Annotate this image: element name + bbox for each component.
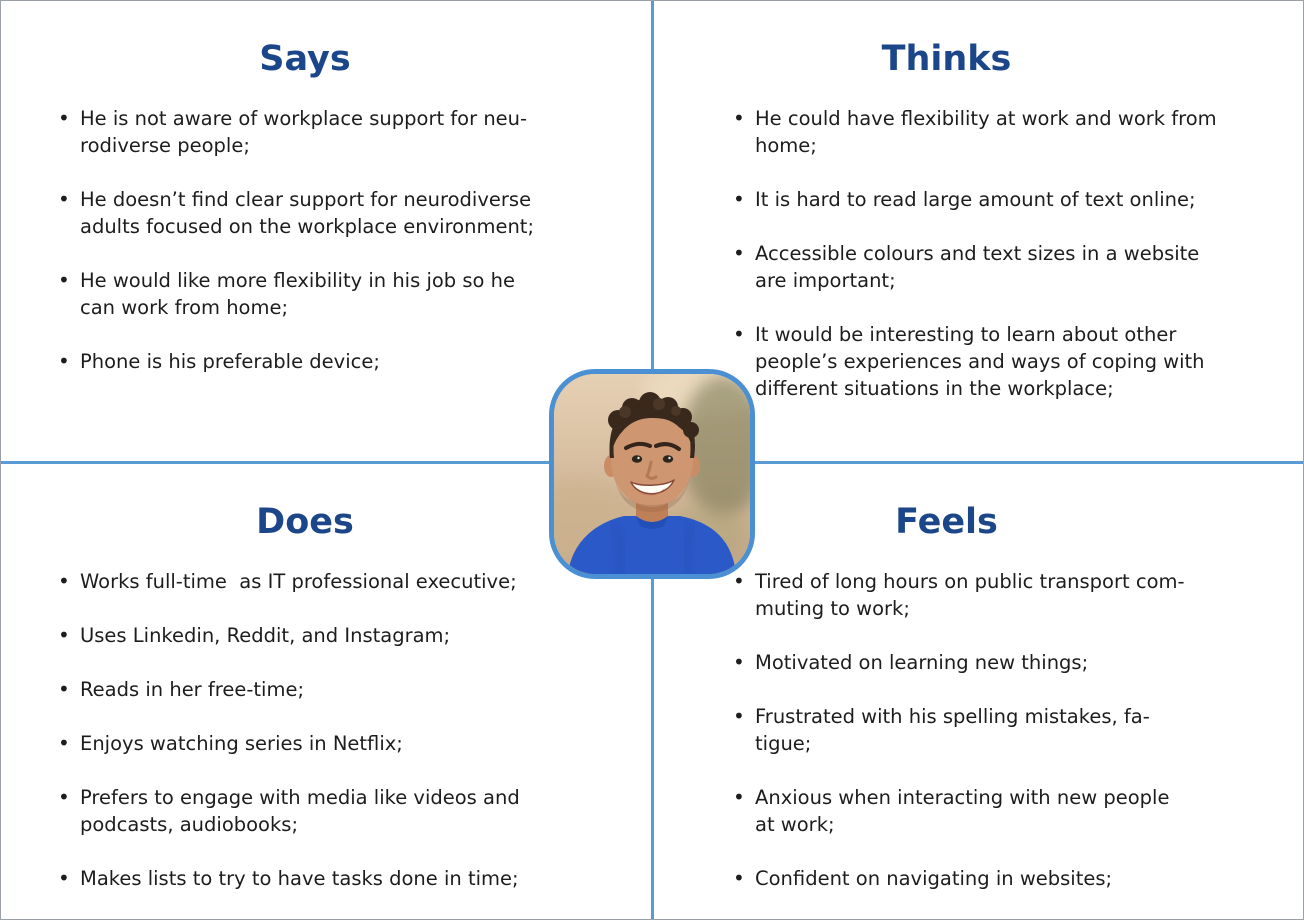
bullet-item: • Frustrated with his spelling mistakes, fa- tigue; bbox=[732, 703, 1275, 757]
bullet-list-says bbox=[1, 105, 651, 375]
bullet-item: • Makes lists to try to have tasks done in time; bbox=[57, 865, 621, 892]
bullet-item: • Uses Linkedin, Reddit, and Instagram; bbox=[57, 622, 621, 649]
bullet-list-feels bbox=[654, 568, 1304, 892]
bullet-item: • It would be interesting to learn about other people’s experiences and ways of coping with different situations in the workplace; bbox=[732, 321, 1275, 402]
quadrant-thinks bbox=[654, 1, 1304, 461]
bullet-item: • Reads in her free-time; bbox=[57, 676, 621, 703]
bullet-item: • He doesn’t find clear support for neurodiverse adults focused on the workplace environment; bbox=[57, 186, 621, 240]
bullet-item: • Motivated on learning new things; bbox=[732, 649, 1275, 676]
portrait-illustration bbox=[554, 374, 750, 574]
bullet-item: • He could have flexibility at work and work from home; bbox=[732, 105, 1275, 159]
bullet-item: • Prefers to engage with media like videos and podcasts, audiobooks; bbox=[57, 784, 621, 838]
bullet-item: • It is hard to read large amount of text online; bbox=[732, 186, 1275, 213]
bullet-item: • Accessible colours and text sizes in a website are important; bbox=[732, 240, 1275, 294]
quadrant-says bbox=[1, 1, 651, 461]
quadrant-title-says: Says bbox=[259, 39, 351, 79]
persona-photo bbox=[549, 369, 755, 579]
quadrant-title-does: Does bbox=[256, 502, 354, 542]
bullet-item: • He is not aware of workplace support for neu- rodiverse people; bbox=[57, 105, 621, 159]
bullet-item: • Anxious when interacting with new people at work; bbox=[732, 784, 1275, 838]
bullet-item: • Enjoys watching series in Netflix; bbox=[57, 730, 621, 757]
quadrant-title-feels: Feels bbox=[895, 502, 998, 542]
bullet-item: • Confident on navigating in websites; bbox=[732, 865, 1275, 892]
bullet-item: • Tired of long hours on public transport com- muting to work; bbox=[732, 568, 1275, 622]
quadrant-title-thinks: Thinks bbox=[881, 39, 1012, 79]
bullet-item: • Phone is his preferable device; bbox=[57, 348, 621, 375]
bullet-list-thinks bbox=[654, 105, 1304, 402]
bullet-item: • He would like more flexibility in his job so he can work from home; bbox=[57, 267, 621, 321]
bullet-list-does bbox=[1, 568, 651, 892]
bullet-item: • Works full-time as IT professional executive; bbox=[57, 568, 621, 595]
